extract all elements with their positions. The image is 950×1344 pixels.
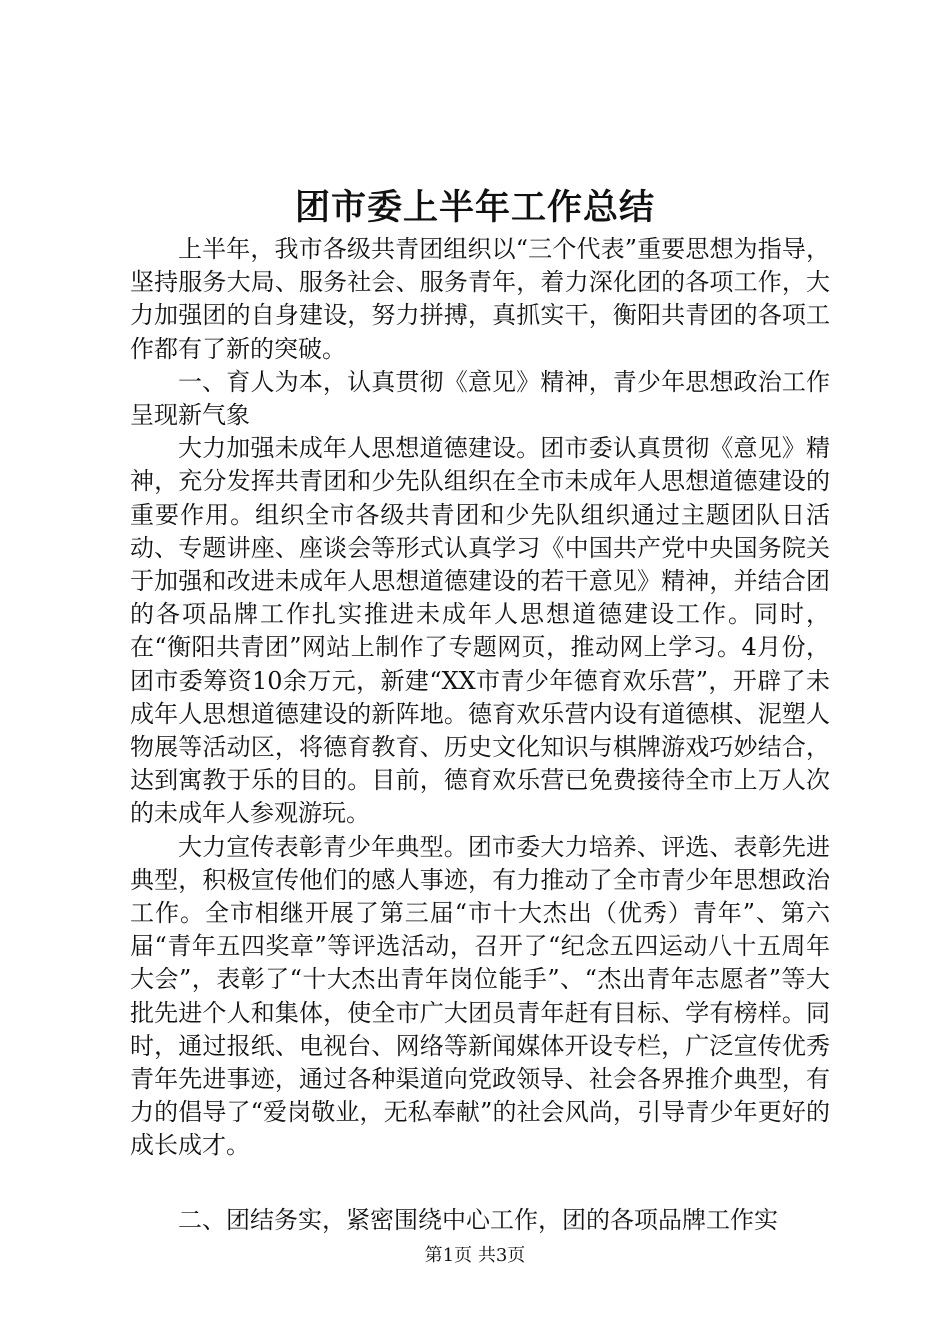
paragraph-youth-models: 大力宣传表彰青少年典型。团市委大力培养、评选、表彰先进典型，积极宣传他们的感人事迹，有力推动了全市青少年思想政治工作。全市相继开展了第三届“市十大杰出（优秀）青年”、第六届“青年五四奖章”等评选活动，召开了“纪念五四运动八十五周年大会”，表彰了“十大杰出青年岗位能手”、“杰出青年志愿者”等大批先进个人和集体，使全市广大团员青年赶有目标、学有榜样。同时，通过报纸、电视台、网络等新闻媒体开设专栏，广泛宣传优秀青年先进事迹，通过各种渠道向党政领导、社会各界推介典型，有力的倡导了“爱岗敬业，无私奉献”的社会风尚，引导青少年更好的成长成才。 [130,832,830,1160]
paragraph-intro: 上半年，我市各级共青团组织以“三个代表”重要思想为指导，坚持服务大局、服务社会、服务青年，着力深化团的各项工作，大力加强团的自身建设，努力拼搏，真抓实干，衡阳共青团的各项工作都有了新的突破。 [130,235,830,363]
paragraph-gap [130,1163,830,1204]
section-heading-1: 一、育人为本，认真贯彻《意见》精神，青少年思想政治工作呈现新气象 [130,367,830,430]
paragraph-moral-education: 大力加强未成年人思想道德建设。团市委认真贯彻《意见》精神，充分发挥共青团和少先队组织在全市未成年人思想道德建设的重要作用。组织全市各级共青团和少先队组织通过主题团队日活动、专题讲座、座谈会等形式认真学习《中国共产党中央国务院关于加强和改进未成年人思想道德建设的若干意见》精神，并结合团的各项品牌工作扎实推进未成年人思想道德建设工作。同时，在“衡阳共青团”网站上制作了专题网页，推动网上学习。4月份，团市委筹资10余万元，新建“XX市青少年德育欢乐营”，开辟了未成年人思想道德建设的新阵地。德育欢乐营内设有道德棋、泥塑人物展等活动区，将德育教育、历史文化知识与棋牌游戏巧妙结合，达到寓教于乐的目的。目前，德育欢乐营已免费接待全市上万人次的未成年人参观游玩。 [130,434,830,828]
page-number: 第1页 共3页 [424,1245,526,1266]
section-heading-2: 二、团结务实，紧密围绕中心工作，团的各项品牌工作实 [178,1205,778,1234]
document-title: 团市委上半年工作总结 [294,187,655,228]
document-body [130,233,830,1237]
